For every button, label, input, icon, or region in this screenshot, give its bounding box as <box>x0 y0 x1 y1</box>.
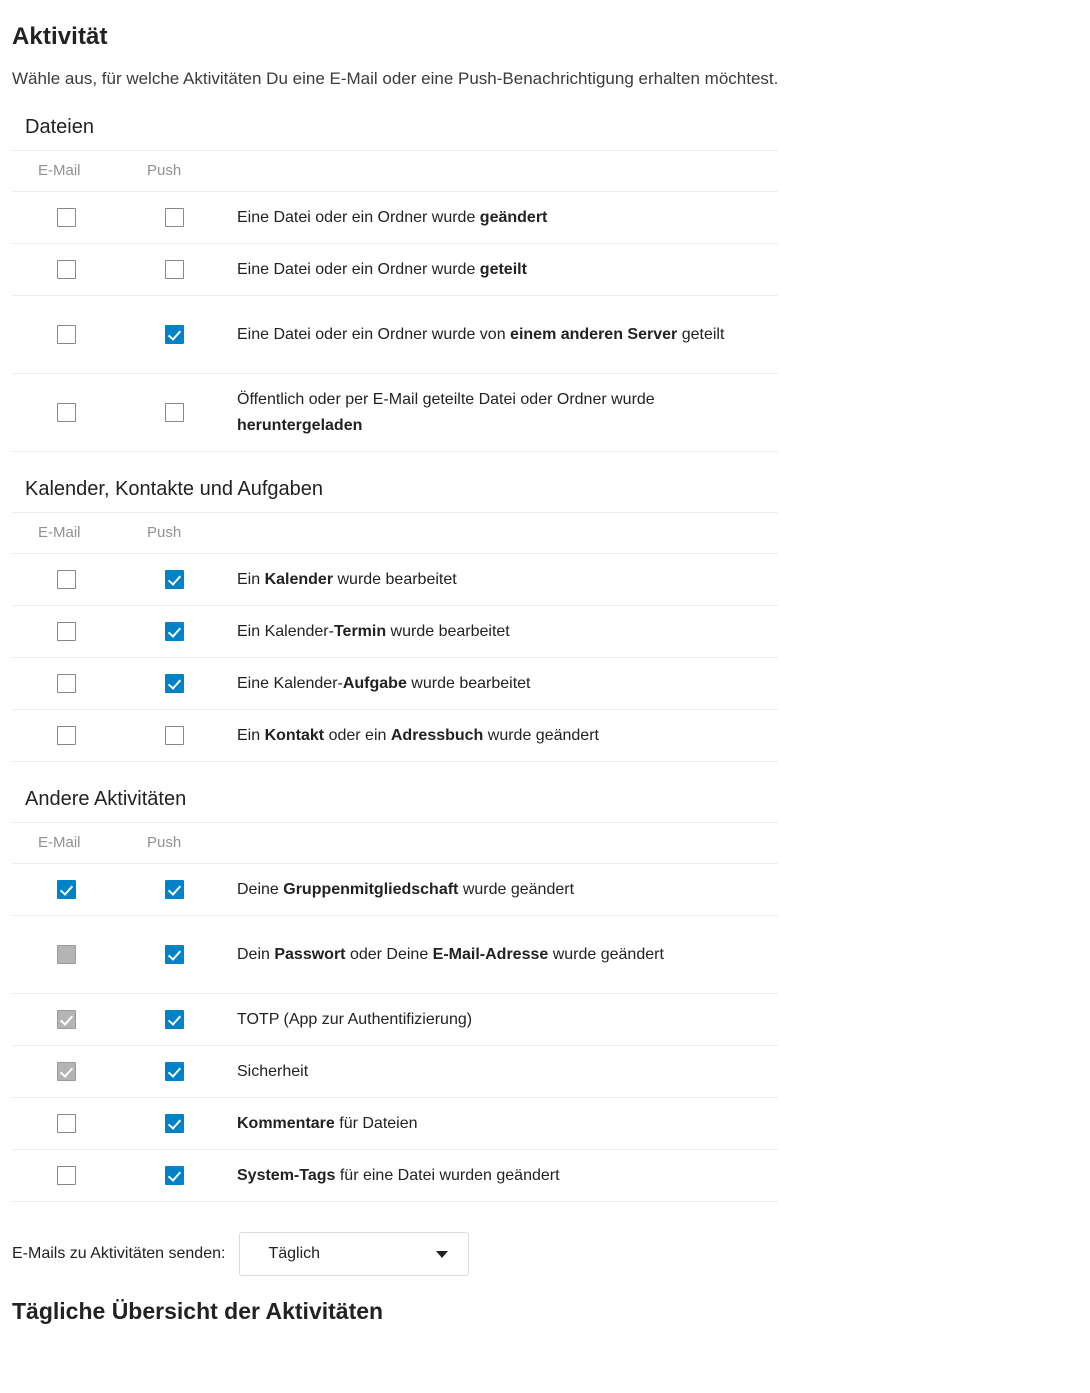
activity-table <box>12 150 778 452</box>
table-row <box>12 606 778 658</box>
chevron-down-icon <box>436 1251 448 1258</box>
activity-label <box>237 994 778 1046</box>
cell-email-checkbox <box>12 710 117 762</box>
push-checkbox[interactable] <box>165 880 184 899</box>
cell-push-checkbox <box>117 658 237 710</box>
cell-email-checkbox <box>12 1098 117 1150</box>
activity-label <box>237 192 778 244</box>
table-row <box>12 864 778 916</box>
label-text: für Dateien <box>334 1114 418 1132</box>
activity-label <box>237 374 778 452</box>
label-emphasis: heruntergeladen <box>237 416 363 434</box>
label-text: wurde bearbeitet <box>406 674 531 692</box>
cell-email-checkbox <box>12 296 117 374</box>
column-header-push: Push <box>117 823 237 864</box>
activity-label <box>237 606 778 658</box>
cell-email-checkbox <box>12 606 117 658</box>
email-frequency-select[interactable] <box>239 1232 469 1276</box>
label-text: oder ein <box>324 726 391 744</box>
email-checkbox[interactable] <box>57 403 76 422</box>
label-text: wurde bearbeitet <box>386 622 510 640</box>
page-description: Wähle aus, für welche Aktivitäten Du eine E-Mail oder eine Push-Benachrichtigung erhalten möchtest. <box>12 69 779 88</box>
activity-label <box>237 1098 778 1150</box>
cell-email-checkbox <box>12 994 117 1046</box>
cell-email-checkbox <box>12 244 117 296</box>
label-emphasis: Termin <box>333 622 387 640</box>
activity-label <box>237 658 778 710</box>
table-header-row <box>12 151 778 192</box>
table-row <box>12 296 778 374</box>
push-checkbox[interactable] <box>165 208 184 227</box>
cell-push-checkbox <box>117 554 237 606</box>
label-emphasis: Aufgabe <box>342 674 407 692</box>
column-header-email: E-Mail <box>12 513 117 554</box>
table-row <box>12 1098 778 1150</box>
push-checkbox[interactable] <box>165 403 184 422</box>
cell-push-checkbox <box>117 1046 237 1098</box>
cell-email-checkbox <box>12 864 117 916</box>
table-header-row <box>12 823 778 864</box>
activity-table <box>12 822 778 1202</box>
label-text: Sicherheit <box>237 1062 309 1080</box>
label-text: Öffentlich oder per E-Mail geteilte Datei oder Ordner wurde <box>237 390 655 408</box>
table-row <box>12 374 778 452</box>
label-text: wurde geändert <box>548 945 664 963</box>
label-text: Ein <box>237 570 265 588</box>
activity-label <box>237 296 778 374</box>
cell-email-checkbox <box>12 192 117 244</box>
email-checkbox[interactable] <box>57 1114 76 1133</box>
activity-table <box>12 512 778 762</box>
label-emphasis: Kommentare <box>237 1114 335 1132</box>
table-row <box>12 192 778 244</box>
cell-push-checkbox <box>117 864 237 916</box>
column-header-push: Push <box>117 151 237 192</box>
cell-email-checkbox <box>12 1150 117 1202</box>
push-checkbox[interactable] <box>165 674 184 693</box>
cell-push-checkbox <box>117 244 237 296</box>
label-text: TOTP (App zur Authentifizierung) <box>237 1010 473 1028</box>
label-emphasis: System-Tags <box>237 1166 336 1184</box>
push-checkbox[interactable] <box>165 726 184 745</box>
cell-push-checkbox <box>117 916 237 994</box>
label-text: wurde bearbeitet <box>333 570 457 588</box>
email-checkbox[interactable] <box>57 325 76 344</box>
label-emphasis: geteilt <box>479 260 527 278</box>
label-emphasis: E-Mail-Adresse <box>432 945 549 963</box>
table-row <box>12 244 778 296</box>
label-emphasis: geändert <box>479 208 548 226</box>
activity-sections <box>0 90 1090 1202</box>
column-header-push: Push <box>117 513 237 554</box>
activity-label <box>237 554 778 606</box>
email-checkbox[interactable] <box>57 726 76 745</box>
label-text: Eine Kalender- <box>237 674 343 692</box>
activity-label <box>237 244 778 296</box>
cell-push-checkbox <box>117 1150 237 1202</box>
push-checkbox[interactable] <box>165 1114 184 1133</box>
cell-push-checkbox <box>117 374 237 452</box>
table-row <box>12 658 778 710</box>
push-checkbox[interactable] <box>165 945 184 964</box>
email-checkbox[interactable] <box>57 260 76 279</box>
cell-email-checkbox <box>12 374 117 452</box>
section-title: Dateien <box>25 116 94 138</box>
table-row <box>12 710 778 762</box>
email-checkbox <box>57 945 76 964</box>
table-header-row <box>12 513 778 554</box>
email-checkbox[interactable] <box>57 622 76 641</box>
label-text: geteilt <box>677 325 725 343</box>
label-emphasis: Kontakt <box>264 726 325 744</box>
label-emphasis: Adressbuch <box>390 726 484 744</box>
cell-push-checkbox <box>117 710 237 762</box>
push-checkbox[interactable] <box>165 260 184 279</box>
cell-email-checkbox <box>12 658 117 710</box>
table-row <box>12 994 778 1046</box>
activity-label <box>237 864 778 916</box>
activity-section <box>0 762 1090 1202</box>
table-row <box>12 554 778 606</box>
email-checkbox[interactable] <box>57 208 76 227</box>
section-title: Kalender, Kontakte und Aufgaben <box>25 478 324 500</box>
column-header-activity <box>237 513 778 554</box>
daily-summary-title: Tägliche Übersicht der Aktivitäten <box>12 1298 384 1324</box>
page-title: Aktivität <box>12 23 108 50</box>
cell-push-checkbox <box>117 296 237 374</box>
activity-label <box>237 1046 778 1098</box>
email-checkbox <box>57 1062 76 1081</box>
email-frequency-label: E-Mails zu Aktivitäten senden: <box>12 1245 226 1262</box>
label-text: wurde geändert <box>483 726 599 744</box>
cell-push-checkbox <box>117 192 237 244</box>
activity-label <box>237 916 778 994</box>
label-text: wurde geändert <box>458 880 575 898</box>
label-text: oder Deine <box>345 945 433 963</box>
cell-email-checkbox <box>12 1046 117 1098</box>
column-header-activity <box>237 151 778 192</box>
column-header-email: E-Mail <box>12 151 117 192</box>
email-checkbox[interactable] <box>57 880 76 899</box>
label-text: Eine Datei oder ein Ordner wurde von <box>237 325 511 343</box>
email-checkbox[interactable] <box>57 1166 76 1185</box>
email-checkbox[interactable] <box>57 674 76 693</box>
push-checkbox[interactable] <box>165 325 184 344</box>
table-row <box>12 916 778 994</box>
column-header-activity <box>237 823 778 864</box>
table-row <box>12 1150 778 1202</box>
label-emphasis: Gruppenmitgliedschaft <box>283 880 459 898</box>
label-text: für eine Datei wurden geändert <box>335 1166 560 1184</box>
push-checkbox[interactable] <box>165 1062 184 1081</box>
label-text: Ein Kalender- <box>237 622 334 640</box>
label-text: Eine Datei oder ein Ordner wurde <box>237 260 480 278</box>
label-text: Ein <box>237 726 265 744</box>
label-emphasis: Kalender <box>264 570 334 588</box>
column-header-email: E-Mail <box>12 823 117 864</box>
email-checkbox <box>57 1010 76 1029</box>
label-emphasis: einem anderen Server <box>510 325 678 343</box>
section-title: Andere Aktivitäten <box>25 788 187 810</box>
label-text: Eine Datei oder ein Ordner wurde <box>237 208 480 226</box>
activity-label <box>237 1150 778 1202</box>
label-text: Dein <box>237 945 275 963</box>
cell-push-checkbox <box>117 606 237 658</box>
cell-push-checkbox <box>117 1098 237 1150</box>
email-checkbox[interactable] <box>57 570 76 589</box>
email-frequency-value: Täglich <box>268 1245 321 1262</box>
table-row <box>12 1046 778 1098</box>
push-checkbox[interactable] <box>165 1010 184 1029</box>
cell-email-checkbox <box>12 916 117 994</box>
push-checkbox[interactable] <box>165 1166 184 1185</box>
push-checkbox[interactable] <box>165 570 184 589</box>
activity-label <box>237 710 778 762</box>
activity-section <box>0 90 1090 452</box>
push-checkbox[interactable] <box>165 622 184 641</box>
label-text: Deine <box>237 880 284 898</box>
cell-push-checkbox <box>117 994 237 1046</box>
label-emphasis: Passwort <box>274 945 346 963</box>
activity-section <box>0 452 1090 762</box>
cell-email-checkbox <box>12 554 117 606</box>
email-frequency-row <box>0 1202 1090 1276</box>
